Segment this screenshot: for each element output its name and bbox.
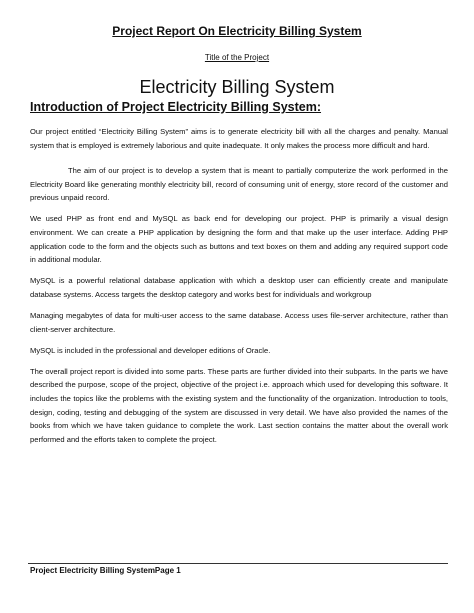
paragraph-megabytes: Managing megabytes of data for multi-user access to the same database. Access uses file-server architecture, rather than client-server architecture. (30, 311, 448, 334)
paragraph-aim: The aim of our project is to develop a system that is meant to partially computerize the work performed in the Electricity Board like generating monthly electricity bill, record of consuming unit of energy, store record of the customer and previous unpaid record. (30, 166, 448, 203)
body-text (30, 125, 448, 454)
report-title: Project Report On Electricity Billing System (112, 24, 362, 38)
section-heading: Introduction of Project Electricity Billing System: (30, 100, 322, 114)
footer-divider (28, 563, 448, 564)
page-footer: Project Electricity Billing SystemPage 1 (30, 566, 181, 575)
paragraph-overview: The overall project report is divided into some parts. These parts are further divided into their subparts. In the parts we have described the purpose, scope of the project, objective of the project i.e. approach which used for developing this software. It includes the topics like the problems with the existing system and the functionality of the organization. Introduction to tools, design, coding, testing and debugging of the system are discussed in very detail. We have also provided the names of the books from which we have taken guidance to complete the work. Last section contains the matter about the overall work performed and the efforts taken to complete the project. (30, 366, 448, 444)
paragraph-php: We used PHP as front end and MySQL as back end for developing our project. PHP is primarily a visual design environment. We can create a PHP application by designing the form and that make up the user interface. Adding PHP application code to the form and the objects such as buttons and text boxes on them and adding any required support code in additional modular. (30, 214, 448, 265)
paragraph-intro: Our project entitled “Electricity Billing System” aims is to generate electricity bill with all the charges and penalty. Manual system that is employed is extremely laborious and quite inadequate. It only makes the process more difficult and hard. (30, 127, 448, 150)
paragraph-mysql: MySQL is a powerful relational database application with which a desktop user can efficiently create and manipulate database systems. Access targets the desktop category and works best for individuals and workgroup (30, 276, 448, 299)
project-label: Title of the Project (204, 53, 270, 62)
main-title: Electricity Billing System (139, 77, 335, 97)
paragraph-editions: MySQL is included in the professional and developer editions of Oracle. (30, 345, 271, 355)
